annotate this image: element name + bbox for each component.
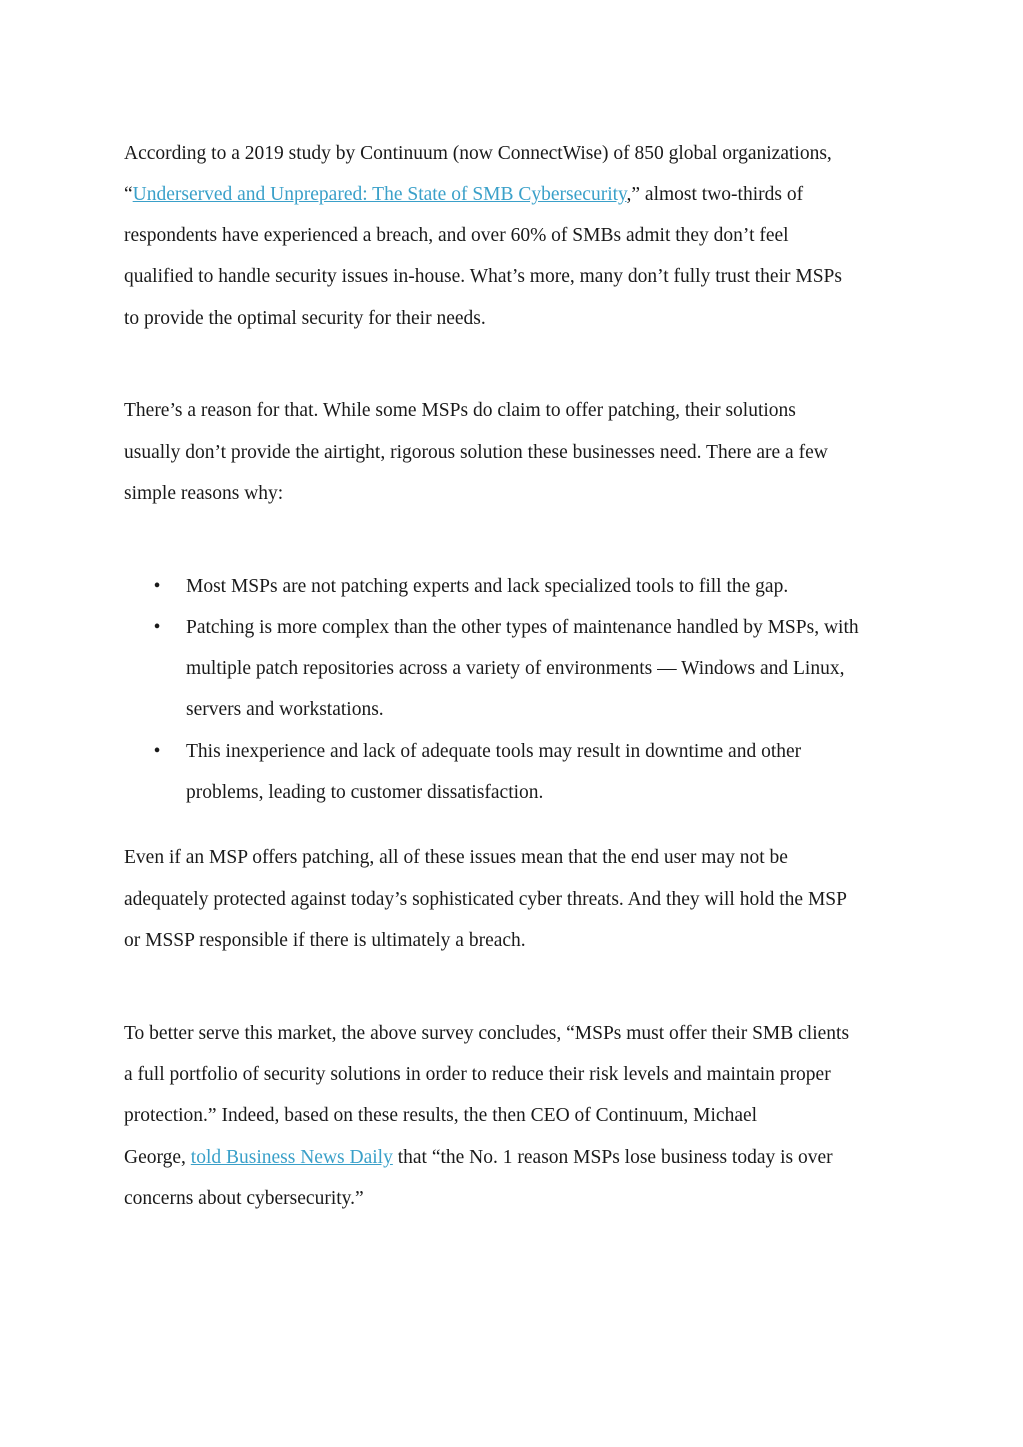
paragraph-2-line-3: simple reasons why: [124, 483, 284, 504]
paragraph-4-line-2: a full portfolio of security solutions in order to reduce their risk levels and maintain proper [124, 1064, 831, 1085]
bullet-marker-3: • [153, 741, 161, 762]
paragraph-4-line-3: protection.” Indeed, based on these results, the then CEO of Continuum, Michael [124, 1105, 758, 1126]
paragraph-4-line-5: concerns about cybersecurity.” [124, 1188, 364, 1209]
study-link[interactable]: Underserved and Unprepared: The State of SMB Cybersecurity [132, 184, 627, 205]
paragraph-4-line-4-start: George, [124, 1147, 191, 1168]
bullet-marker-2: • [153, 617, 161, 638]
bullet-item-1-line-1: Most MSPs are not patching experts and lack specialized tools to fill the gap. [186, 576, 789, 597]
bullet-marker-1: • [153, 576, 161, 597]
paragraph-4-line-4 [124, 1146, 833, 1170]
paragraph-3-line-1: Even if an MSP offers patching, all of these issues mean that the end user may not be [124, 847, 788, 868]
bullet-item-2-line-3: servers and workstations. [186, 699, 384, 720]
bullet-item-2-line-1: Patching is more complex than the other types of maintenance handled by MSPs, with [186, 617, 859, 638]
bullet-item-2-line-2: multiple patch repositories across a variety of environments — Windows and Linux, [186, 658, 845, 679]
paragraph-4-line-1: To better serve this market, the above survey concludes, “MSPs must offer their SMB clients [124, 1023, 850, 1044]
paragraph-1-line-1: According to a 2019 study by Continuum (now ConnectWise) of 850 global organizations, [124, 143, 832, 164]
paragraph-1-line-4: qualified to handle security issues in-house. What’s more, many don’t fully trust their MSPs [124, 266, 842, 287]
paragraph-1-line-5: to provide the optimal security for their needs. [124, 308, 486, 329]
business-news-daily-link[interactable]: told Business News Daily [190, 1147, 393, 1168]
bullet-item-3-line-1: This inexperience and lack of adequate tools may result in downtime and other [186, 741, 802, 762]
paragraph-1-line-3: respondents have experienced a breach, and over 60% of SMBs admit they don’t feel [124, 225, 789, 246]
paragraph-3-line-2: adequately protected against today’s sophisticated cyber threats. And they will hold the MSP [124, 889, 847, 910]
paragraph-2-line-2: usually don’t provide the airtight, rigorous solution these businesses need. There are a few [124, 442, 828, 463]
bullet-item-3-line-2: problems, leading to customer dissatisfaction. [186, 782, 544, 803]
paragraph-1-line-2 [124, 183, 803, 207]
open-quote: “ [124, 184, 133, 205]
paragraph-1-line-2-rest: ,” almost two-thirds of [626, 184, 804, 205]
paragraph-4-line-4-rest: that “the No. 1 reason MSPs lose business today is over [392, 1147, 833, 1168]
paragraph-3-line-3: or MSSP responsible if there is ultimately a breach. [124, 930, 526, 951]
paragraph-2-line-1: There’s a reason for that. While some MSPs do claim to offer patching, their solutions [124, 400, 796, 421]
